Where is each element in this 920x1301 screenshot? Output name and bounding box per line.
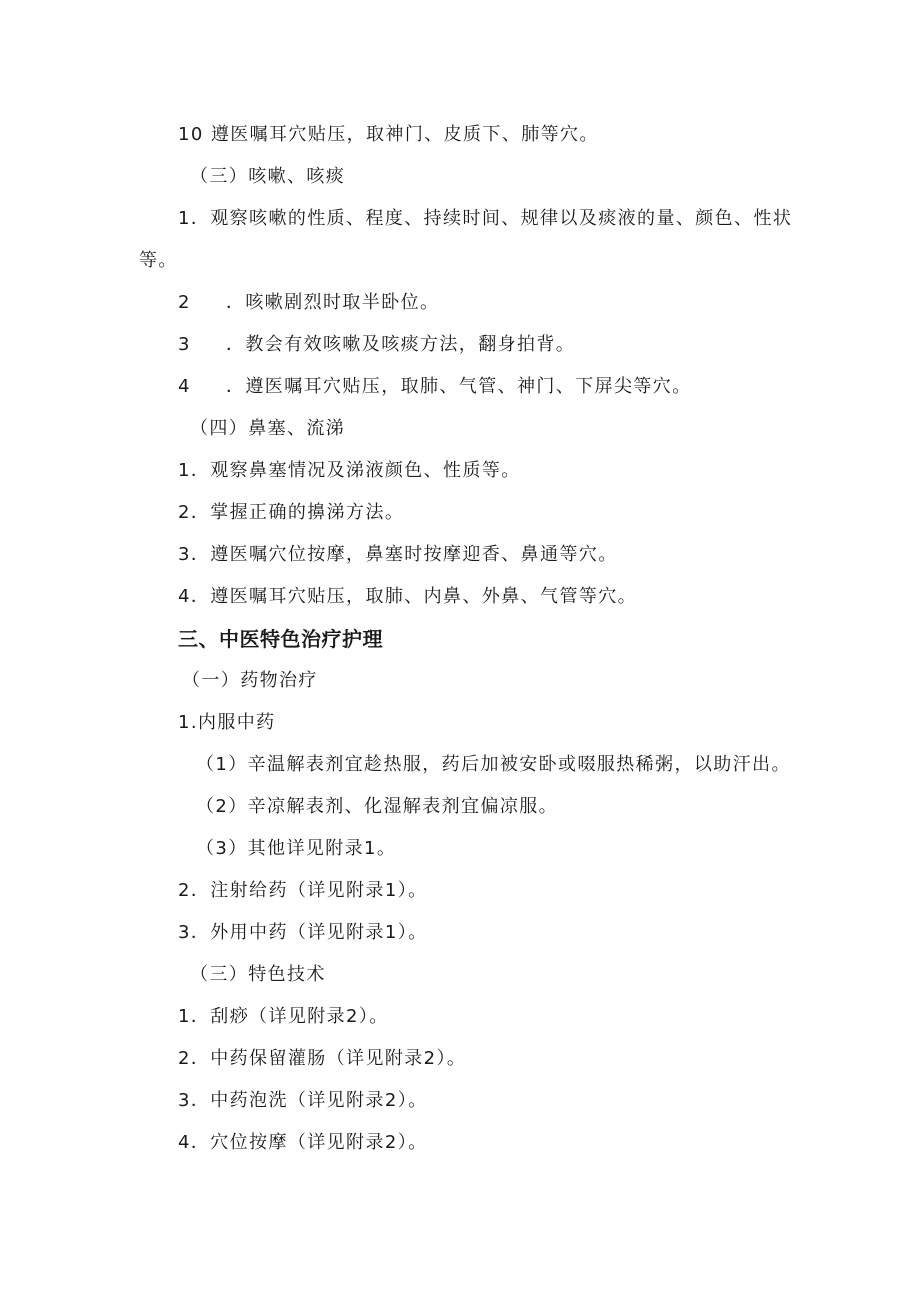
subsection-heading: （三）咳嗽、咳痰 (190, 166, 346, 187)
list-item-text: ．遵医嘱耳穴贴压，取肺、气管、神门、下屏尖等穴。 (226, 376, 692, 397)
list-item: 3．中药泡洗（详见附录2）。 (178, 1090, 428, 1111)
list-item: 2．中药保留灌肠（详见附录2）。 (178, 1048, 467, 1069)
subsection-heading: （一）药物治疗 (182, 670, 318, 691)
list-item: 1．刮痧（详见附录2）。 (178, 1006, 389, 1027)
sub-list-item: （2）辛凉解表剂、化湿解表剂宜偏凉服。 (196, 796, 559, 817)
paragraph-line: 等。 (139, 250, 178, 271)
list-item-text: ．咳嗽剧烈时取半卧位。 (226, 292, 440, 313)
list-number: 2 (178, 292, 191, 313)
subsection-heading: （四）鼻塞、流涕 (190, 418, 346, 439)
paragraph-line: 10 遵医嘱耳穴贴压，取神门、皮质下、肺等穴。 (178, 124, 599, 145)
subsection-heading: （三）特色技术 (190, 964, 326, 985)
list-item: 3．外用中药（详见附录1）。 (178, 922, 428, 943)
paragraph-line: 1．观察咳嗽的性质、程度、持续时间、规律以及痰液的量、颜色、性状 (178, 208, 793, 229)
list-item: 2．掌握正确的擤涕方法。 (178, 502, 405, 523)
list-item-text: ．教会有效咳嗽及咳痰方法，翻身拍背。 (226, 334, 576, 355)
list-item: 2．注射给药（详见附录1）。 (178, 880, 428, 901)
sub-list-item: （1）辛温解表剂宜趁热服，药后加被安卧或啜服热稀粥，以助汗出。 (196, 754, 791, 775)
sub-list-item: （3）其他详见附录1。 (196, 838, 397, 859)
list-item: 4．遵医嘱耳穴贴压，取肺、内鼻、外鼻、气管等穴。 (178, 586, 638, 607)
list-item: 3．遵医嘱穴位按摩，鼻塞时按摩迎香、鼻通等穴。 (178, 544, 618, 565)
list-number: 4 (178, 376, 191, 397)
section-heading: 三、中医特色治疗护理 (178, 627, 383, 651)
list-item: 4．穴位按摩（详见附录2）。 (178, 1132, 428, 1153)
list-item: 1．观察鼻塞情况及涕液颜色、性质等。 (178, 460, 521, 481)
list-item: 1.内服中药 (178, 712, 276, 733)
list-number: 3 (178, 334, 191, 355)
